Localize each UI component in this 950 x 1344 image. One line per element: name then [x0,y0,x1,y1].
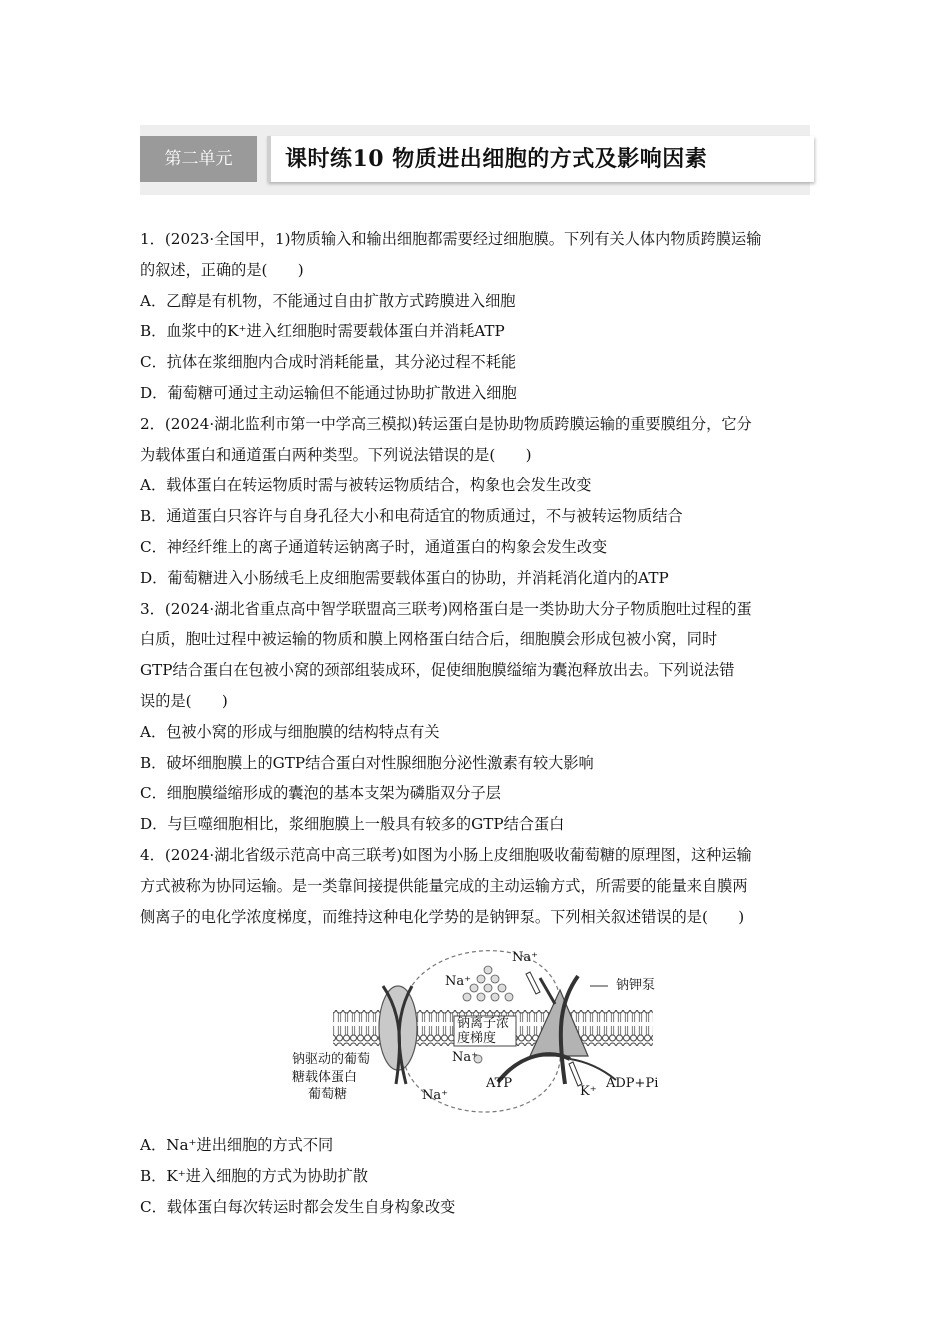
section-header [140,125,810,195]
question-stem-line: 侧离子的电化学浓度梯度，而维持这种电化学势的是钠钾泵。下列相关叙述错误的是( ) [140,907,745,926]
pump-label: 钠钾泵 [616,978,656,994]
atp-label: ATP [486,1076,513,1092]
adp-label: ADP+Pi [606,1076,659,1092]
question-4 [140,840,812,1223]
question-stem-line: 的叙述，正确的是( ) [140,260,304,279]
option-b: B．K⁺进入细胞的方式为协助扩散 [140,1167,368,1186]
na-out-arrow [526,972,540,994]
carrier-label: 糖载体蛋白 [292,1070,358,1086]
option-a: A．包被小窝的形成与细胞膜的结构特点有关 [140,722,440,741]
option-d: D．葡萄糖可通过主动运输但不能通过协助扩散进入细胞 [140,383,517,402]
unit-tag: 第二单元 [140,136,257,182]
option-b: B．血浆中的K⁺进入红细胞时需要载体蛋白并消耗ATP [140,322,505,341]
option-a: A．乙醇是有机物，不能通过自由扩散方式跨膜进入细胞 [140,291,516,310]
k-in-arrow [569,1062,582,1086]
option-c: C．载体蛋白每次转运时都会发生自身构象改变 [140,1197,456,1216]
option-b: B．破坏细胞膜上的GTP结合蛋白对性腺细胞分泌性激素有较大影响 [140,753,594,772]
k-label: K⁺ [580,1084,597,1100]
gradient-label: 度梯度 [457,1031,497,1047]
option-d: D．葡萄糖进入小肠绒毛上皮细胞需要载体蛋白的协助，并消耗消化道内的ATP [140,568,669,587]
option-c: C．神经纤维上的离子通道转运钠离子时，通道蛋白的构象会发生改变 [140,537,608,556]
na-label: Na⁺ [445,974,471,990]
page-title: 课时练10 物质进出细胞的方式及影响因素 [285,146,708,172]
question-2 [140,409,812,594]
na-label: Na⁺ [422,1088,448,1104]
question-stem-line: 方式被称为协同运输。是一类靠间接提供能量完成的主动运输方式，所需要的能量来自膜两 [140,876,748,895]
question-3 [140,594,812,840]
gradient-label: 钠离子浓 [457,1016,510,1032]
question-1 [140,224,812,409]
cotransport-diagram [140,934,812,1124]
question-list [140,224,812,1223]
option-b: B．通道蛋白只容许与自身孔径大小和电荷适宜的物质通过，不与被转运物质结合 [140,507,683,526]
title-card [267,136,814,182]
option-c: C．抗体在浆细胞内合成时消耗能量，其分泌过程不耗能 [140,353,517,372]
option-c: C．细胞膜缢缩形成的囊泡的基本支架为磷脂双分子层 [140,784,501,803]
question-stem-line: 白质，胞吐过程中被运输的物质和膜上网格蛋白结合后，细胞膜会形成包被小窝，同时 [140,630,718,649]
question-stem-line: 2．(2024·湖北监利市第一中学高三模拟)转运蛋白是协助物质跨膜运输的重要膜组分，它分 [140,414,752,433]
option-a: A．载体蛋白在转运物质时需与被转运物质结合，构象也会发生改变 [140,476,592,495]
question-stem-line: 误的是( ) [140,691,228,710]
carrier-label: 钠驱动的葡萄 [292,1052,371,1068]
na-label: Na⁺ [452,1050,478,1066]
question-stem-line: 4．(2024·湖北省级示范高中高三联考)如图为小肠上皮细胞吸收葡萄糖的原理图，这种运输 [140,845,752,864]
option-d: D．与巨噬细胞相比，浆细胞膜上一般具有较多的GTP结合蛋白 [140,815,565,834]
pump-arm [540,978,555,1004]
question-stem-line: GTP结合蛋白在包被小窝的颈部组装成环，促使细胞膜缢缩为囊泡释放出去。下列说法错 [140,661,735,680]
glucose-label: 葡萄糖 [308,1087,348,1103]
option-a: A．Na⁺进出细胞的方式不同 [140,1136,334,1155]
na-label: Na⁺ [512,950,538,966]
question-stem-line: 为载体蛋白和通道蛋白两种类型。下列说法错误的是( ) [140,445,532,464]
question-stem-line: 1．(2023·全国甲，1)物质输入和输出细胞都需要经过细胞膜。下列有关人体内物质跨膜运输 [140,230,762,248]
question-stem-line: 3．(2024·湖北省重点高中智学联盟高三联考)网格蛋白是一类协助大分子物质胞吐过程的蛋 [140,599,752,618]
